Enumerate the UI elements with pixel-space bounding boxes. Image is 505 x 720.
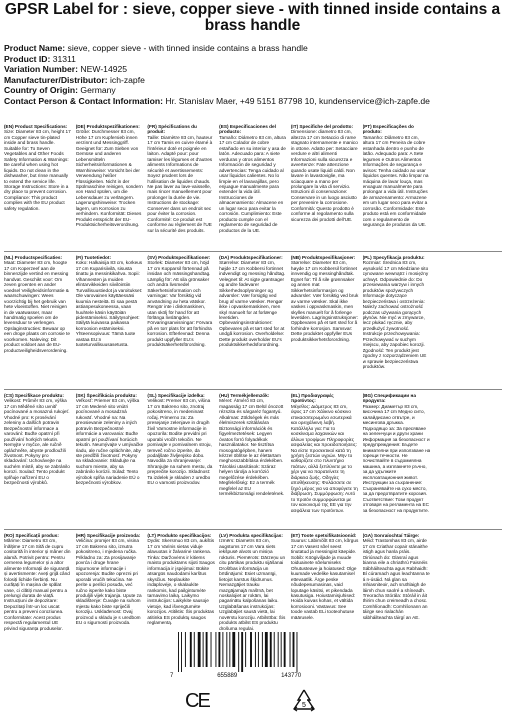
recycle-icon <box>290 687 318 715</box>
language-block <box>4 393 72 528</box>
language-block-heading: (ES) Especificaciones del producto: <box>219 124 276 135</box>
language-block-heading: (SK) Špecifikácia produktu: <box>75 393 137 398</box>
language-block-body: Suurus: Läbimõõt 83 cm, kõrgus 17 cm Vasest sõel seest tinutatud ja messingist käepide. Sobib: Köögiviljade ja muude toiduainete sõelumiseks Ohutusteave ja hoiatused: Olge kuumade vedelike kasutamisel ettevaatlik. Ärge peske nõudepesumasinas, vaid loputage käsitsi, et pikendada kasutusiga. Hoiustamisjuhised: Hoida kuivas kohas, et vältida korrosiooni. Vastavus: See toode vastab ELi tooteohutuse määrusele. <box>290 538 359 620</box>
language-row <box>4 393 502 528</box>
barcode-bar <box>255 632 256 667</box>
language-block-heading: (FI) Tuotetiedot: <box>75 255 112 260</box>
language-block <box>76 393 144 528</box>
language-block-body: Maat: Diameter 83 cm, hoogte 17 cm Koperzeef aan de binnenzijde vertind en messing handvat. Geschikt voor: Om zeven groenten en ander voedsel Veiligheidsinformatie & waarschuwingen: Wees voorzichtig bij het gebruik van hete vloeistoffen. Niet reinigen in de vaatwasser, maar handmatig spoelen om de levensduur te verlengen. Opslaginstructies: Bewaar op een droge plaats om corrosie te voorkomen. Naleving: Dit product voldoet aan de EU-productveiligheidsverordening. <box>4 260 70 353</box>
language-block-heading: (EL) Προδιαγραφές προϊόντος: <box>290 393 334 404</box>
barcode-bar <box>211 632 212 667</box>
meta-variation-number: Variation Number: NEW-14925 <box>4 64 128 75</box>
row-separator <box>4 251 502 252</box>
language-block <box>291 255 359 388</box>
recycle-code: 5 <box>302 702 306 709</box>
meta-contact: Contact Person & Contact Information: Hr. Stanislav Maer, +49 5151 87798 10, kundenservice@ich-zapfe.de <box>4 95 430 106</box>
ce-mark: CE <box>185 690 209 712</box>
barcode-bar <box>222 632 223 667</box>
language-block-body: Méret: Átmérő 83 cm, magasság 17 cm Belül ónozott rézszita és sárgaréz fogantyú. Alkalmas: Zöldségek és más élelmiszerek szitálására Biztonsági információk és figyelmeztetések: Legyen óvatos forró folyadékok használatakor. Ne tisztítsa mosogatógépben, hanem kézzel öblítse le az élettartam meghosszabbítása érdekében. Tárolási utasítások: Száraz helyen tárolja a korrózió megelőzése érdekében. Megfelelőség: Ez a termék megfelel az EU termékbiztonsági rendeletének. <box>219 398 285 497</box>
barcode-bar <box>238 632 239 672</box>
language-block-heading: (NL) Productspecificaties: <box>4 255 63 260</box>
language-block-body: Mărime: Diametru 83 cm, înălțime 17 cm Sită de cupru cositorită în interior și mâner din alamă. Potrivit pentru: Pentru cernerea legumelor și a altor alimente Informații de siguranță și avertismente: Aveți grijă când folosiți lichide fierbinți. Nu curățați în mașina de spălat vase, ci clătiți manual pentru a prelungi durata de viață. Instrucțiuni de depozitare: Depozitați într-un loc uscat pentru a preveni coroziunea. Conformitate: Acest produs respectă regulamentul UE privind siguranța produselor. <box>4 538 71 631</box>
language-block-body: Tamanho: Diâmetro 83 cm, altura 17 cm Peneira de cobre estanhada dentro e punho de latão. Adequado para: A Sete legumes e Outros Alimentos Informações de segurança e avisos: Tenha cuidado ao usar líquidos quentes. Não limpar na máquina de lavar louça, mas enxaguar manualmente para prolongar a vida útil. Instruções de armazenamento: Armazene em um lugar seco para evitar a corrosão. Conformidade: Este produto está em conformidade com o regulamento de segurança de produtos da UE. <box>362 134 429 228</box>
language-block <box>4 124 72 250</box>
language-block-body: Størrelse: Diameter 83 cm, høyde 17 cm Kobbersil fortinnet innvendig og messinghåndtak. Egnet for: Til å sile grønnsaker og annen mat Sikkerhetsinformasjon og advarsler: Vær forsiktig ved bruk av varme væsker. Skal ikke vaskes i oppvaskmaskin, men skylles manuelt for å forlenge levetiden. Lagringsinstruksjoner: Oppbevares på et tørt sted for å forhindre korrosjon. Samsvar: Dette produktet oppfyller EUs produktsikkerhetsforordning. <box>290 260 359 342</box>
language-block-body: Velikost: Průměr 83 cm, výška 17 cm Měděné síto uvnitř pocínované a mosazná rukojeť. Vhodné pro: K prosévání zeleniny a dalších potravin Bezpečnostní informace a varování: Buďte opatrní při používání horkých tekutin. Nemyjte v myčce, ale ručně opláchněte, abyste prodloužili životnost. Pokyny pro skladování: Uchovávejte na suchém místě, aby se zabránilo korozi. Soulad: Tento produkt splňuje nařízení EU o bezpečnosti výrobků. <box>4 398 70 486</box>
language-block-body: Tamaño: Diámetro 83 cm, altura 17 cm Colador de cobre estañado en su interior y asa de latón. Adecuado para: A siete verduras y otros alimentos Información de seguridad y advertencias: Tenga cuidado al usar líquidos calientes. No lo limpie en el lavavajillas, pero enjuague manualmente para extender la vida útil. Instrucciones de almacenamiento: Almacene en un lugar seco para evitar la corrosión. Cumplimiento: Este producto cumple con el reglamento de seguridad de productos de la UE. <box>219 134 286 233</box>
language-block <box>363 533 431 648</box>
barcode-bar <box>281 632 282 667</box>
barcode-bar <box>241 632 243 672</box>
language-block <box>76 255 144 388</box>
language-block-heading: (PL) Specyfikacja produktu: <box>362 255 425 260</box>
language-block-heading: (LV) Produkta specifikācijas: <box>219 533 283 538</box>
language-block <box>219 124 287 250</box>
meta-manufacturer: Manufacturer/Distributor: ich-zapfe <box>4 74 145 85</box>
language-block-body: Dydis: Skersmuo 83 cm, aukštis 17 cm Varinis sietas viduje alavuotas ir žalvarinė rankena. Tinka: Daržovėms ir kitiems maisto produktams sijoti Saugos informacija ir įspėjimai: Būkite atsargūs naudodami karštus skysčius. Neplaukite indaplovėje, o skalaukite rankomis, kad pailgintumėte tarnavimo laiką. Laikymo instrukcijos: Laikykite sausoje vietoje, kad išvengtumėte korozijos. Atitiktis: Šis produktas atitinka ES produktų saugos reglamentą. <box>147 538 215 626</box>
meta-country: Country of Origin: Germany <box>4 85 116 96</box>
language-block <box>147 533 215 648</box>
barcode-bar <box>190 632 192 667</box>
barcode-bar <box>185 632 186 667</box>
row-separator <box>4 529 502 530</box>
barcode <box>170 632 345 682</box>
language-block-heading: (BG) Спецификации на продукта: <box>362 393 416 404</box>
barcode-bar <box>232 632 235 667</box>
language-block <box>291 533 359 648</box>
barcode-bars <box>178 632 338 672</box>
language-block-heading: (NB) Produktspesifikasjoner: <box>290 255 356 260</box>
language-block <box>363 255 431 388</box>
barcode-bar <box>229 632 230 667</box>
meta-product-name: Product Name: sieve, copper sieve - with tinned inside contains a brass handle <box>4 43 308 53</box>
language-row <box>4 124 502 250</box>
language-block-heading: (RO) Specificații produs: <box>4 533 59 538</box>
barcode-bar <box>226 632 227 667</box>
language-block <box>434 124 502 250</box>
barcode-bar <box>198 632 201 667</box>
language-block-heading: (SL) Specifikacije izdelka: <box>147 393 205 398</box>
language-block-heading: (GA) Sonraíochtaí Táirge: <box>362 533 420 538</box>
product-meta <box>4 43 504 107</box>
barcode-bar <box>270 632 272 667</box>
language-block-body: Størrelse: Diameter 83 cm, højde 17 cm Kobbersi fortinnet indvendigt og messing håndtag. Velegnet til: At sigte grøntsager og andre fødevarer Sikkerhedsoplysninger og advarsler: Vær forsigtig ved brug af varme væsker. Rengør ikke i opvaskemaskinen, men skyl manuelt for at forlænge levetiden. Opbevaringsinstruktioner: Opbevares på et tørt sted for at undgå korrosion. Overholdelse: Dette produkt overholder EU's produktsikkerhedsforordning. <box>219 260 286 348</box>
language-block-heading: (PT) Especificações do produto: <box>362 124 414 135</box>
language-block <box>4 533 72 648</box>
language-row <box>4 533 502 648</box>
language-block <box>76 533 144 648</box>
barcode-bar <box>215 632 216 667</box>
barcode-left-digits: 655889 <box>217 673 238 679</box>
language-block <box>147 124 215 250</box>
language-block-heading: (HR) Specifikacije proizvoda: <box>75 533 141 538</box>
language-block-body: Storlek: Diameter 83 cm, höjd 17 cm Kopparsil förtennad på insidan och mässingshandtag. Lämplig för: Att sila grönsaker och andra livsmedel Säkerhetsinformation och varningar: Var försiktig vid användning av heta vätskor. Rengör inte i diskmaskinen, utan skölj för hand för att förlänga livslängden. Förvaringsanvisningar: Förvara på en torr plats för att förhindra korrosion. Efterlevnad: Denna produkt uppfyller EU:s produktsäkerhetsförordning. <box>147 260 213 348</box>
barcode-numbers <box>170 673 345 679</box>
barcode-lead-digit: 7 <box>170 673 174 679</box>
barcode-bar <box>245 632 246 667</box>
language-block <box>363 124 431 250</box>
language-block <box>363 393 431 528</box>
language-row <box>4 255 502 388</box>
language-block-heading: (CS) Specifikace produktu: <box>4 393 64 398</box>
barcode-bar <box>274 632 275 667</box>
barcode-bar <box>178 632 179 672</box>
language-block-heading: (SV) Produktspecifikationer: <box>147 255 211 260</box>
language-block <box>4 255 72 388</box>
barcode-bar <box>290 632 291 667</box>
language-block <box>434 393 502 528</box>
barcode-bar <box>278 632 279 667</box>
row-separator <box>4 389 502 390</box>
barcode-bar <box>293 632 295 667</box>
language-block <box>219 393 287 528</box>
language-block-body: Taille: Diamètre 83 cm, hauteur 17 cm Tamis en cuivre étamé à l'intérieur doté et poignée en laiton. Adapté pour: pour tamiser les légumes et d'autres aliments Informations de sécurité et avertissements: Soyez prudent lors de l'utilisation de liquides chauds. Ne pas laver au lave-vaisselle, mais rincer manuellement pour prolonger la durée de vie. Instructions de stockage: Conserver dans un endroit sec pour éviter la corrosion. Conformité: Ce produit est conforme au règlement de l'UE sur la sécurité des produits. <box>147 134 213 233</box>
language-block-heading: (IT) Specifiche del prodotto: <box>290 124 354 129</box>
language-block-body: Izmērs: Diametrs 83 cm, augstums 17 cm Vara siets iekšpusē alvots un misiņa rokturis. Piemērots: Dārzeņu un citu pārtikas produktu sijāšanai Drošības informācija un brīdinājumi: Esiet uzmanīgi, lietojot karstus šķidrumus. Nemazgājiet trauku mazgājamajā mašīnā, bet noskalojiet ar rokām, lai pagarinātu kalpošanas laiku. Uzglabāšanas instrukcijas: Uzglabājiet sausā vietā, lai novērstu koroziju. Atbilstība: Šis produkts atbilst ES produktu drošuma regulai. <box>219 538 286 631</box>
language-block-body: Méid: Trastomhas 83 cm, airde 17 cm Criathar copair stánaithe istigh agus hanla práis. Oiriúnach do: Glasraí agus bianna eile a chriathrú Faisnéis Sábháilteachta agus Rabhaidh: Bí cúramach agus leachtanna te á n-úsáid. Ná glan sa mhiasniteoir, ach sruthlaigh de láimh chun saolré a shíneadh. Treoracha Stórála: Stóráil in áit thirim chun creimeadh a chosc. Comhlíonadh: Comhlíonann an táirge seo rialachán sábháilteachta táirgí an AE. <box>362 538 430 620</box>
barcode-bar <box>218 632 220 667</box>
language-block <box>219 255 287 388</box>
language-block-body: Velikost: Premer 83 cm, višina 17 cm Bakreno sito, znotraj pokositreno, in medeninast ročaj. Primerno za: Za presejanje zelenjave in drugih živil Varnostne informacije in opozorila: Bodite previdni pri uporabi vročih tekočin. Ne pomivajte v pomivalnem stroju, temveč ročno izperite, da podaljšate življenjsko dobo. Navodila za shranjevanje: Shranjujte na suhem mestu, da preprečite korozijo. Skladnost: Ta izdelek je skladen z uredbo EU o varnosti proizvodov. <box>147 398 213 486</box>
language-block <box>291 124 359 250</box>
language-block-body: Dimensione: diametro 83 cm, altezza 17 cm Setaccio di rame stagnato internamente e manico in ottone. Adatto per: Setacciare verdure e altri alimenti Informazioni sulla sicurezza e avvertenze: Fate attenzione quando usate liquidi caldi. Non lavare in lavastoviglie, ma sciacquare a mano per prolungare la vita di servizio. Istruzioni di conservazione: Conservare in un luogo asciutto per prevenire la corrosione. Conformità: Questo prodotto è conforme al regolamento sulla sicurezza dei prodotti dell'UE. <box>290 129 358 222</box>
language-block <box>434 533 502 648</box>
language-block <box>291 393 359 528</box>
language-block-body: Μέγεθος: Διάμετρος 83 cm, ύψος 17 cm Χάλκινο κόσκινο επικασσιτερωμένο εσωτερικά και ορειχάλκινη λαβή. Κατάλληλο για: Για το κοσκίνισμα λαχανικών και άλλων τροφίμων Πληροφορίες ασφαλείας και προειδοποιήσεις: Να είστε προσεκτικοί κατά τη χρήση ζεστών υγρών. Μην το καθαρίζετε στο πλυντήριο πιάτων, αλλά ξεπλύνετε με το χέρι για να παρατείνετε τη διάρκεια ζωής. Οδηγίες αποθήκευσης: Φυλάσσετε σε ξηρό μέρος για να αποφύγετε τη διάβρωση. Συμμόρφωση: Αυτό το προϊόν συμμορφώνεται με τον κανονισμό της ΕΕ για την ασφάλεια των προϊόντων. <box>290 403 358 513</box>
language-block <box>147 393 215 528</box>
language-block-heading: (LT) Produkto specifikacijos: <box>147 533 212 538</box>
barcode-bar <box>265 632 268 667</box>
language-block-heading: (DA) Produktspecifikationer: <box>219 255 283 260</box>
language-block <box>147 255 215 388</box>
barcode-right-digits: 143770 <box>281 673 302 679</box>
barcode-bar <box>297 632 298 672</box>
language-block-heading: (DE) Produktspezifikationen: <box>75 124 140 129</box>
barcode-bar <box>250 632 252 667</box>
barcode-bar <box>262 632 263 667</box>
barcode-bar <box>203 632 204 667</box>
language-block-body: Size: Diameter 83 cm, height 17 cm Copper sieve tin-plated inside and brass handle. Suitable for: To Seven Vegetables and Other Foods Safety Information & Warnings: Be careful when using hot liquids. Do not clean in the dishwasher, but rinse manually to extend the service life. Storage Instructions: Store in a dry place to prevent corrosion. Compliance: This product complies with the EU product safety regulation. <box>4 129 71 211</box>
language-block-heading: (FR) Spécifications du produit: <box>147 124 197 135</box>
barcode-bar <box>284 632 286 667</box>
barcode-bar <box>194 632 195 667</box>
language-block <box>434 255 502 388</box>
language-grid <box>4 124 502 648</box>
language-block-body: Размер: Диаметър 83 cm, височина 17 cm Медно сито, калайдисано отвътре, и месингова дръжка. Подходящо за: За пресяване на зеленчуци и други храни Информация за безопасност и предупреждения: Бъдете внимателни при използване на горещи течности. Не почиствайте в съдомиялна машина, а изплакнете ръчно, за да удължите експлоатационния живот. Инструкции за съхранение: Съхранявайте на сухо място, за да предотвратите корозия. Съответствие: Този продукт отговаря на регламента на ЕС за безопасност на продуктите. <box>362 403 431 513</box>
language-block-body: Veľkosť: Priemer 83 cm, výška 17 cm Medené sito vnútri pocínované a mosadzná rukoväť. Vhodné na: Na preosievanie zeleniny a iných potravín Bezpečnostné informácie a varovania: Buďte opatrní pri používaní horúcich tekutín. Neumývajte v umývačke riadu, ale ručne opláchnite, aby ste predĺžili životnosť. Pokyny na skladovanie: Skladujte na suchom mieste, aby sa zabránilo korózii. Súlad: Tento výrobok spĺňa nariadenie EÚ o bezpečnosti výrobkov. <box>75 398 144 486</box>
language-block <box>76 124 144 250</box>
language-block-body: Veličina: promjer 83 cm, visina 17 cm Bakreno sito, iznutra pokositreno, i mjedena ručka. Prikladno za: Za prosijavanje povrća i druge hrane Sigurnosne informacije i upozorenja: Budite oprezni pri uporabi vrućih tekućina. Ne perite u perilici posuđa, već ručno isperite kako biste produljili vijek trajanja. Upute za skladištenje: Čuvajte na suhom mjestu kako biste spriječili koroziju. Usklađenost: Ovaj proizvod u skladu je s uredbom EU o sigurnosti proizvoda. <box>75 538 142 626</box>
language-block-body: Koko: Halkaisija 83 cm, korkeus 17 cm Kuparisiivilä, sisusta tinattu ja messinkikahva. Sopii: Vihannesten ja muiden elintarvikkeiden siivilöintiin Turvallisuustiedot ja varoitukset: Ole varovainen käyttäessäsi kuumia nesteitä. Ei saa pestä astianpesukoneessa, vaan huuhtele käsin käyttöiän pidentämiseksi. Säilytysohjeet: Säilytä kuivassa paikassa korroosion estämiseksi. Yhteensopivuus: Tämä tuote vastaa EU:n tuoteturvallisuusasetusta. <box>75 260 143 348</box>
language-block-heading: (ET) Toote spetsifikatsioonid: <box>290 533 357 538</box>
meta-product-id: Product ID: 31311 <box>4 53 76 64</box>
language-block-body: Rozmiar: Średnica 83 cm, wysokość 17 cm Miedziane sito cynowane wewnątrz i mosiężny uchwyt. Odpowiednie do: Do przesiewania warzyw i innych produktów spożywczych Informacje dotyczące bezpieczeństwa i ostrzeżenia: Należy zachować ostrożność podczas używania gorących płynów. Nie myć w zmywarce, lecz płukać ręcznie, aby przedłużyć żywotność. Instrukcje przechowywania: Przechowywać w suchym miejscu, aby zapobiec korozji. Zgodność: Ten produkt jest zgodny z rozporządzeniem UE w sprawie bezpieczeństwa produktów. <box>362 260 429 370</box>
language-block-heading: (EN) Product Specifications: <box>4 124 68 129</box>
language-block-heading: (HU) Termékjellemzők: <box>219 393 270 398</box>
language-block-body: Größe: Durchmesser 83 cm, Höhe 17 cm Kupfersieb innen verzinnt und Messinggriff. Geeignet für: Zum Sieben von Gemüse und anderen Lebensmitteln Sicherheitsinformationen & Warnhinweise: Vorsicht bei der Verwendung heißer Flüssigkeiten. Nicht in der Spülmaschine reinigen, sondern von Hand spülen, um die Lebensdauer zu verlängern. Lagerungshinweise: Trocken lagern, um Korrosion zu verhindern. Konformität: Dieses Produkt entspricht der EU-Produktsicherheitsverordnung. <box>75 129 143 228</box>
barcode-bar <box>181 632 182 672</box>
page-title: GPSR Label for : sieve, copper sieve - with tinned inside contains a brass handle <box>4 1 501 34</box>
language-block <box>219 533 287 648</box>
barcode-bar <box>206 632 208 667</box>
barcode-bar <box>258 632 259 667</box>
